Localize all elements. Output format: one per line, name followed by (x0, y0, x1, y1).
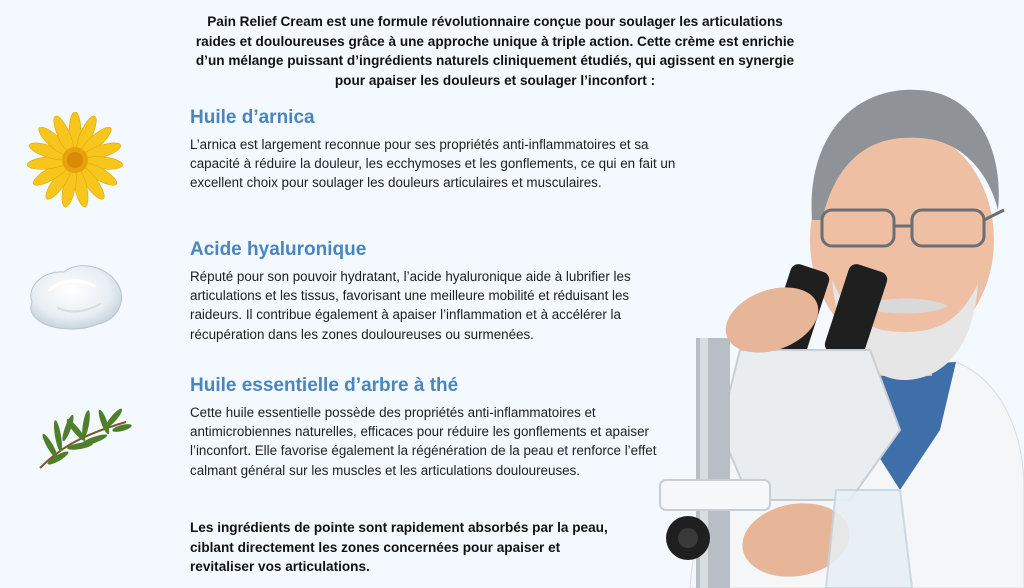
ingredient-description: Réputé pour son pouvoir hydratant, l’acide hyaluronique aide à lubrifier les articulations et les tissus, favorisant une meilleure mobilité et réduisant les raideurs. Il contribue également à apaiser l’inflammation et à accélérer la récupération dans les zones douloureuses ou surmenées. (190, 269, 631, 342)
ingredient-title: Acide hyaluronique (190, 239, 367, 260)
ingredient-title: Huile d’arnica (190, 107, 315, 128)
scientist-microscope-photo (600, 70, 1024, 588)
intro-paragraph: Pain Relief Cream est une formule révolutionnaire conçue pour soulager les articulations raides et douloureuses grâce à une approche unique à triple action. Cette crème est enrichie d’un mélange puissant d’ingrédients naturels cliniquement étudiés, qui agissent en synergie pour apaiser les douleurs et soulager l’inconfort : (195, 14, 795, 88)
tea-tree-sprig-icon (28, 388, 133, 478)
gel-blob-icon (20, 250, 130, 340)
arnica-flower-icon (25, 112, 125, 212)
ingredient-description: L’arnica est largement reconnue pour ses propriétés anti-inflammatoires et sa capacité à réduire la douleur, les ecchymoses et les gonflements, ce qui en fait un excellent choix pour soulager les douleurs articulaires et musculaires. (190, 137, 676, 191)
closing-statement: Les ingrédients de pointe sont rapidement absorbés par la peau, ciblant directement les zones concernées pour apaiser et revitaliser vos articulations. (190, 520, 608, 575)
ingredient-title: Huile essentielle d’arbre à thé (190, 375, 459, 396)
ingredient-description: Cette huile essentielle possède des propriétés anti-inflammatoires et antimicrobiennes naturelles, efficaces pour réduire les gonflements et apaiser l’inconfort. Elle favorise également la régénération de la peau et renforce l’effet calmant général sur les muscles et les articulations douloureuses. (190, 405, 657, 478)
